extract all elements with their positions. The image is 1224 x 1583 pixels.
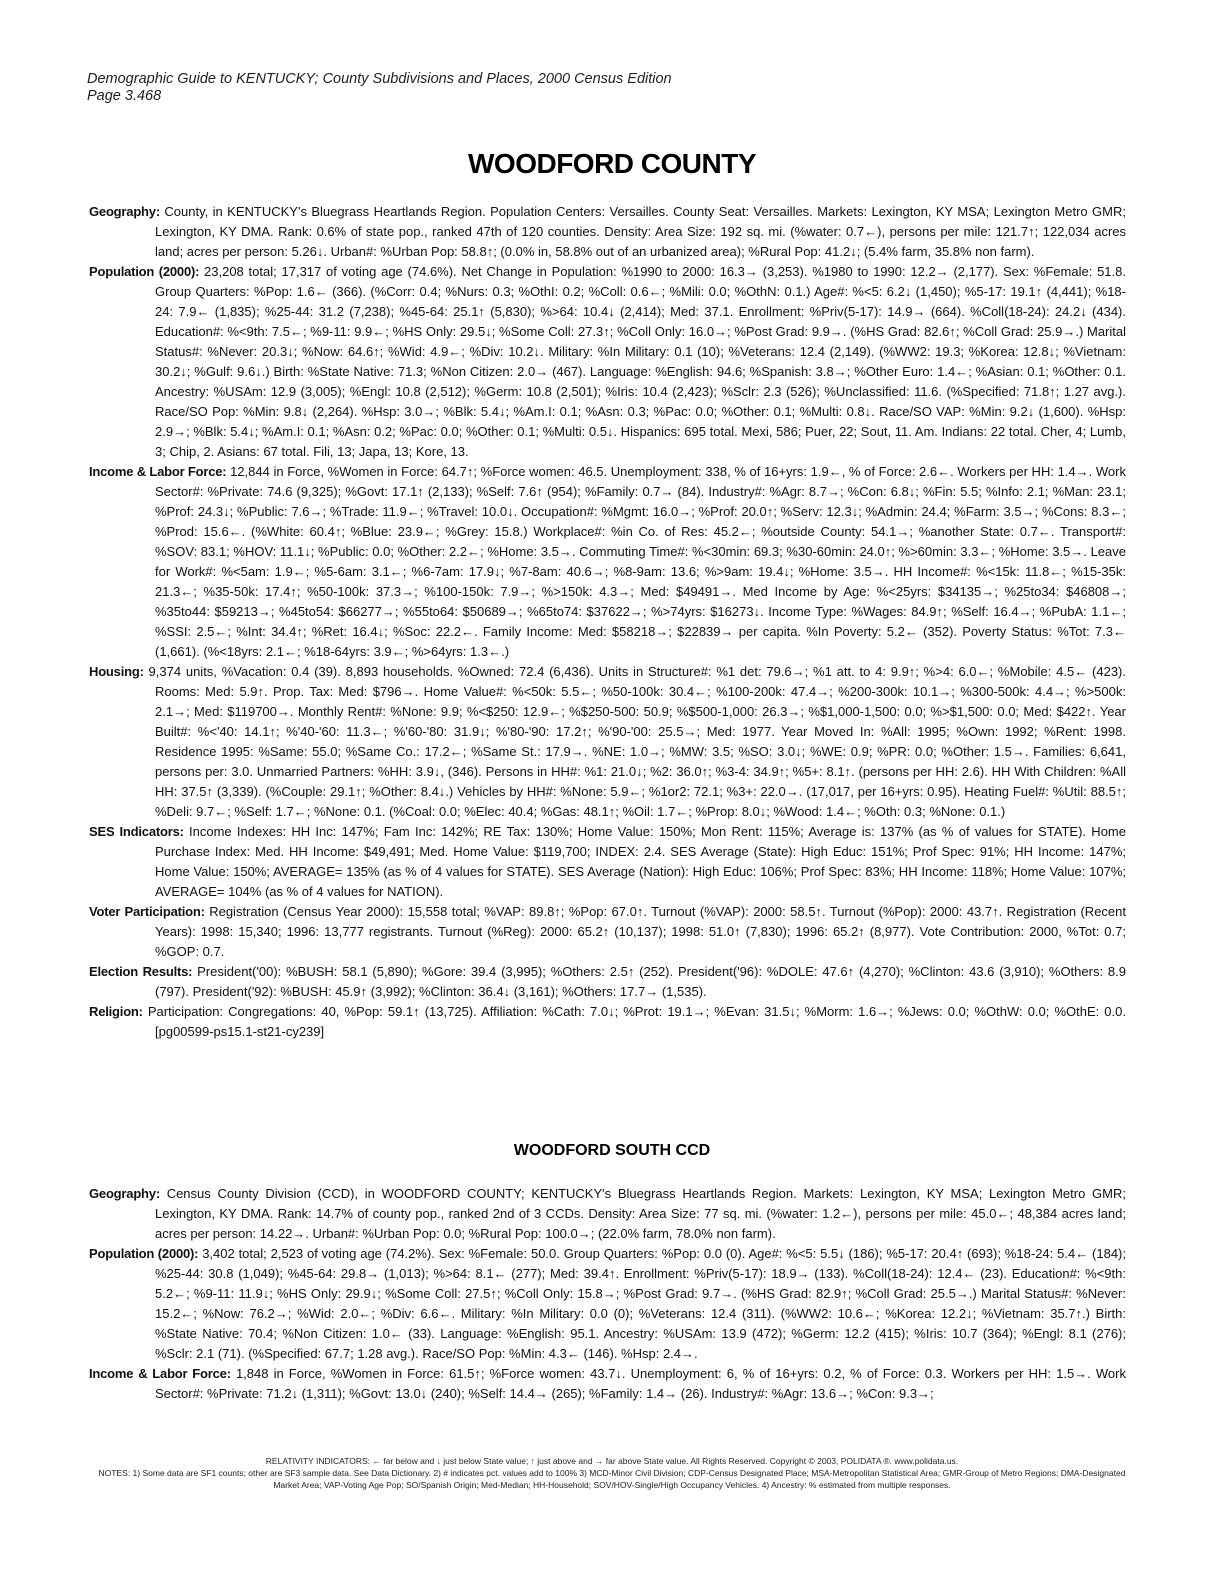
page-header: [87, 71, 672, 105]
county-profile: [89, 202, 1126, 1042]
guide-title: Demographic Guide to KENTUCKY; County Subdivisions and Places, 2000 Census Edition: [87, 71, 672, 87]
entry-text: 23,208 total; 17,317 of voting age (74.6%). Net Change in Population: %1990 to 2000: 16.3→ (3,253). %1980 to 1990: 12.2→ (2,177). Sex: %Female: 51.8. Group Quarters: %Pop: 1.6← (366). (%Corr: 0.4; %Nurs: 0.3; %OthI: 0.2; %Coll: 0.6←; %Mili: 0.0; %OthN: 0.1.) Age#: %<5: 6.2↓ (1,450); %5-17: 19.1↑ (4,441); %18-24: 7.9← (1,835); %25-44: 31.2 (7,238); %45-64: 25.1↑ (5,830); %>64: 10.4↓ (2,414); Med: 37.1. Enrollment: %Priv(5-17): 14.9→ (664). %Coll(18-24): 24.2↓ (434). Education#: %<9th: 7.5←; %9-11: 9.9←; %HS Only: 29.5↓; %Some Coll: 27.3↑; %Coll Only: 16.0→; %Post Grad: 9.9→. (%HS Grad: 82.6↑; %Coll Grad: 25.9→.) Marital Status#: %Never: 20.3↓; %Now: 64.6↑; %Wid: 4.9←; %Div: 10.2↓. Military: %In Military: 0.1 (10); %Veterans: 12.4 (2,149). (%WW2: 19.3; %Korea: 12.8↓; %Vietnam: 30.2↓; %Gulf: 9.6↓.) Birth: %State Native: 71.3; %Non Citizen: 2.0→ (467). Language: %English: 94.6; %Spanish: 3.8→; %Other Euro: 1.4←; %Asian: 0.1; %Other: 0.1. Ancestry: %USAm: 12.9 (3,005); %Engl: 10.8 (2,512); %Germ: 10.8 (2,501); %Iris: 10.4 (2,423); %Sclr: 2.3 (526); %Unclassified: 11.6. (%Specified: 71.8↑; 1.27 avg.). Race/SO Pop: %Min: 9.8↓ (2,264). %Hsp: 3.0→; %Blk: 5.4↓; %Am.I: 0.1; %Asn: 0.3; %Pac: 0.0; %Other: 0.1; %Multi: 0.8↓. Race/SO VAP: %Min: 9.2↓ (1,600). %Hsp: 2.9→; %Blk: 5.4↓; %Am.I: 0.1; %Asn: 0.2; %Pac: 0.0; %Other: 0.1; %Multi: 0.5↓. Hispanics: 695 total. Mexi, 586; Puer, 22; Sout, 11. Am. Indians: 22 total. Cher, 4; Lumb, 3; Chip, 2. Asians: 67 total. Fili, 13; Japa, 13; Kore, 13.: [155, 264, 1126, 459]
population-entry: [89, 1244, 1126, 1364]
ccd-title: WOODFORD SOUTH CCD: [513, 1142, 711, 1159]
ses-entry: [89, 822, 1126, 902]
entry-label: Population (2000):: [89, 264, 200, 279]
entry-text: 3,402 total; 2,523 of voting age (74.2%). Sex: %Female: 50.0. Group Quarters: %Pop: 0.0 (0). Age#: %<5: 5.5↓ (186); %5-17: 20.4↑ (693); %18-24: 5.4← (184); %25-44: 30.8 (1,049); %45-64: 29.8→ (1,013); %>64: 8.1← (277); Med: 39.4↑. Enrollment: %Priv(5-17): 18.9→ (133). %Coll(18-24): 12.4← (23). Education#: %<9th: 5.2←; %9-11: 11.9↓; %HS Only: 29.9↓; %Some Coll: 27.5↑; %Coll Only: 15.8→; %Post Grad: 9.7→. (%HS Grad: 82.9↑; %Coll Grad: 25.5→.) Marital Status#: %Never: 15.2←; %Now: 76.2→; %Wid: 2.0←; %Div: 6.6←. Military: %In Military: 0.0 (0); %Veterans: 12.4 (311). (%WW2: 10.6←; %Korea: 12.2↓; %Vietnam: 35.7↑.) Birth: %State Native: 70.4; %Non Citizen: 1.0← (33). Language: %English: 95.1. Ancestry: %USAm: 13.9 (472); %Germ: 12.2 (415); %Iris: 10.7 (364); %Engl: 8.1 (276); %Sclr: 2.1 (71). (%Specified: 67.7; 1.28 avg.). Race/SO Pop: %Min: 4.3← (146). %Hsp: 2.4→.: [155, 1246, 1126, 1361]
entry-text: President('00): %BUSH: 58.1 (5,890); %Gore: 39.4 (3,995); %Others: 2.5↑ (252). President('96): %DOLE: 47.6↑ (4,270); %Clinton: 43.6 (3,910); %Others: 8.9 (797). President('92): %BUSH: 45.9↑ (3,992); %Clinton: 36.4↓ (3,161); %Others: 17.7→ (1,535).: [155, 964, 1126, 999]
entry-label: Geography:: [89, 1186, 160, 1201]
entry-label: Religion:: [89, 1004, 143, 1019]
entry-label: Income & Labor Force:: [89, 464, 227, 479]
income-entry: [89, 462, 1126, 662]
entry-text: 9,374 units, %Vacation: 0.4 (39). 8,893 households. %Owned: 72.4 (6,436). Units in Structure#: %1 det: 79.6→; %1 att. to 4: 9.9↑; %>4: 6.0←; %Mobile: 4.5← (423). Rooms: Med: 5.9↑. Prop. Tax: Med: $796→. Home Value#: %<50k: 5.5←; %50-100k: 30.4←; %100-200k: 47.4→; %200-300k: 10.1→; %300-500k: 4.4→; %>500k: 2.1→; Med: $119700→. Monthly Rent#: %None: 9.9; %<$250: 12.9←; %$250-500: 50.9; %$500-1,000: 26.3→; %$1,000-1,500: 0.0; %>$1,500: 0.0; Med: $422↑. Year Built#: %<'40: 14.1↑; %'40-'60: 11.3←; %'60-'80: 31.9↓; %'80-'90: 17.2↑; %'90-'00: 25.5→; Med: 1977. Year Moved In: %All: 1995; %Own: 1992; %Rent: 1998. Residence 1995: %Same: 55.0; %Same Co.: 17.2←; %Same St.: 17.9→. %NE: 1.0→; %MW: 3.5; %SO: 3.0↓; %WE: 0.9; %PR: 0.0; %Other: 1.5→. Families: 6,641, persons per: 3.0. Unmarried Partners: %HH: 3.9↓, (346). Persons in HH#: %1: 21.0↓; %2: 36.0↑; %3-4: 34.9↑; %5+: 8.1↑. (persons per HH: 2.6). HH With Children: %All HH: 37.5↑ (3,339). (%Couple: 29.1↑; %Other: 8.4↓.) Vehicles by HH#: %None: 5.9←; %1or2: 72.1; %3+: 22.0→. (17,017, per 16+yrs: 0.95). Heating Fuel#: %Util: 88.5↑; %Deli: 9.7←; %Self: 1.7←; %None: 0.1. (%Coal: 0.0; %Elec: 40.4; %Gas: 48.1↑; %Oil: 1.7←; %Prop: 8.0↓; %Wood: 1.4←; %Oth: 0.3; %None: 0.1.): [148, 664, 1126, 819]
page-footer: [90, 1455, 1134, 1491]
geography-entry: [89, 202, 1126, 262]
entry-label: Voter Participation:: [89, 904, 205, 919]
entry-text: 12,844 in Force, %Women in Force: 64.7↑; %Force women: 46.5. Unemployment: 338, % of 16+yrs: 1.9←, % of Force: 2.6←. Workers per HH: 1.4→. Work Sector#: %Private: 74.6 (9,325); %Govt: 17.1↑ (2,133); %Self: 7.6↑ (954); %Family: 0.7→ (84). Industry#: %Agr: 8.7→; %Con: 6.8↓; %Fin: 5.5; %Info: 2.1; %Man: 23.1; %Prof: 24.3↓; %Public: 7.6→; %Trade: 11.9←; %Travel: 10.0↓. Occupation#: %Mgmt: 16.0→; %Prof: 20.0↑; %Serv: 12.3↓; %Admin: 24.4; %Farm: 3.5→; %Cons: 8.3←; %Prod: 15.6←. (%White: 60.4↑; %Blue: 23.9←; %Grey: 15.8.) Workplace#: %in Co. of Res: 45.2←; %outside County: 54.1→; %another State: 0.7←. Transport#: %SOV: 83.1; %HOV: 11.1↓; %Public: 0.0; %Other: 2.2←; %Home: 3.5→. Commuting Time#: %<30min: 69.3; %30-60min: 24.0↑; %>60min: 3.3←; %Home: 3.5→. Leave for Work#: %<5am: 1.9←; %5-6am: 3.1←; %6-7am: 17.9↓; %7-8am: 40.6→; %8-9am: 13.6; %>9am: 19.4↓; %Home: 3.5→. HH Income#: %<15k: 11.8←; %15-35k: 21.3←; %35-50k: 17.4↑; %50-100k: 37.3→; %100-150k: 7.9→; %>150k: 4.3→; Med: $49491→. Med Income by Age: %<25yrs: $34135→; %25to34: $46808→; %35to44: $59213→; %45to54: $66277→; %55to64: $50689→; %65to74: $37622→; %>74yrs: $16273↓. Income Type: %Wages: 84.9↑; %Self: 16.4→; %PubA: 1.1←; %SSI: 2.5←; %Int: 34.4↑; %Ret: 16.4↓; %Soc: 22.2←. Family Income: Med: $58218→; $22839→ per capita. %In Poverty: 5.2← (352). Poverty Status: %Tot: 7.3← (1,661). (%<18yrs: 2.1←; %18-64yrs: 3.9←; %>64yrs: 1.3←.): [155, 464, 1126, 659]
entry-label: Income & Labor Force:: [89, 1366, 231, 1381]
entry-text: Income Indexes: HH Inc: 147%; Fam Inc: 142%; RE Tax: 130%; Home Value: 150%; Mon Rent: 115%; Average is: 137% (as % of values for STATE). Home Purchase Index: Med. HH Income: $49,491; Med. Home Value: $119,700; INDEX: 2.4. SES Average (State): High Educ: 151%; Prof Spec: 91%; HH Income: 147%; Home Value: 150%; AVERAGE= 135% (as % of 4 values for STATE). SES Average (Nation): High Educ: 106%; Prof Spec: 83%; HH Income: 118%; Home Value: 107%; AVERAGE= 104% (as % of 4 values for NATION).: [155, 824, 1126, 899]
election-entry: [89, 962, 1126, 1002]
entry-text: 1,848 in Force, %Women in Force: 61.5↑; %Force women: 43.7↓. Unemployment: 6, % of 16+yrs: 0.2, % of Force: 0.3. Workers per HH: 1.5→. Work Sector#: %Private: 71.2↓ (1,311); %Govt: 13.0↓ (240); %Self: 14.4→ (265); %Family: 1.4→ (26). Industry#: %Agr: 13.6→; %Con: 9.3→;: [155, 1366, 1126, 1401]
religion-entry: [89, 1002, 1126, 1042]
entry-text: Census County Division (CCD), in WOODFORD COUNTY; KENTUCKY's Bluegrass Heartlands Region. Markets: Lexington, KY MSA; Lexington Metro GMR; Lexington, KY DMA. Rank: 14.7% of county pop., ranked 2nd of 3 CCDs. Density: Area Size: 77 sq. mi. (%water: 1.2←), persons per mile: 45.0←; 48,384 acres land; acres per person: 14.22→. Urban#: %Urban Pop: 0.0; %Rural Pop: 100.0→; (22.0% farm, 78.0% non farm).: [155, 1186, 1126, 1241]
relativity-indicators: RELATIVITY INDICATORS: ← far below and ↓ just below State value; ↑ just above and → far above State value. All Rights Reserved. Copyright © 2003, POLIDATA ®. www.polidata.us.: [265, 1456, 959, 1466]
ccd-profile: [89, 1184, 1126, 1404]
entry-label: Housing:: [89, 664, 144, 679]
entry-label: SES Indicators:: [89, 824, 184, 839]
page-number: Page 3.468: [87, 88, 162, 104]
entry-label: Election Results:: [89, 964, 193, 979]
income-entry: [89, 1364, 1126, 1404]
entry-label: Geography:: [89, 204, 160, 219]
housing-entry: [89, 662, 1126, 822]
geography-entry: [89, 1184, 1126, 1244]
voter-entry: [89, 902, 1126, 962]
population-entry: [89, 262, 1126, 462]
footnotes: NOTES: 1) Some data are SF1 counts; other are SF3 sample data. See Data Dictionary. 2) # indicates pct. values add to 100% 3) MCD-Minor Civil Division; CDP-Census Designated Place; MSA-Metropolitan Statistical Area; GMR-Group of Metro Regions; DMA-Designated Market Area; VAP-Voting Age Pop; SO/Spanish Origin; Med-Median; HH-Household; SOV/HOV-Single/High Occupancy Vehicles. 4) Ancestry: % estimated from multiple responses.: [98, 1468, 1126, 1490]
entry-text: Participation: Congregations: 40, %Pop: 59.1↑ (13,725). Affiliation: %Cath: 7.0↓; %Prot: 19.1→; %Evan: 31.5↓; %Morm: 1.6→; %Jews: 0.0; %OthW: 0.0; %OthE: 0.0. [pg00599-ps15.1-st21-cy239]: [147, 1004, 1126, 1039]
entry-text: County, in KENTUCKY's Bluegrass Heartlands Region. Population Centers: Versailles. County Seat: Versailles. Markets: Lexington, KY MSA; Lexington Metro GMR; Lexington, KY DMA. Rank: 0.6% of state pop., ranked 47th of 120 counties. Density: Area Size: 192 sq. mi. (%water: 0.7←), persons per mile: 121.7↑; 122,034 acres land; acres per person: 5.26↓. Urban#: %Urban Pop: 58.8↑; (0.0% in, 58.8% out of an urbanized area); %Rural Pop: 41.2↓; (5.4% farm, 35.8% non farm).: [155, 204, 1126, 259]
entry-text: Registration (Census Year 2000): 15,558 total; %VAP: 89.8↑; %Pop: 67.0↑. Turnout (%VAP): 2000: 58.5↑. Turnout (%Pop): 2000: 43.7↑. Registration (Recent Years): 1998: 15,340; 1996: 13,777 registrants. Turnout (%Reg): 2000: 65.2↑ (10,137); 1998: 51.0↑ (7,830); 1996: 65.2↑ (8,977). Vote Contribution: 2000, %Tot: 0.7; %GOP: 0.7.: [155, 904, 1126, 959]
county-title: WOODFORD COUNTY: [467, 148, 757, 179]
entry-label: Population (2000):: [89, 1246, 199, 1261]
